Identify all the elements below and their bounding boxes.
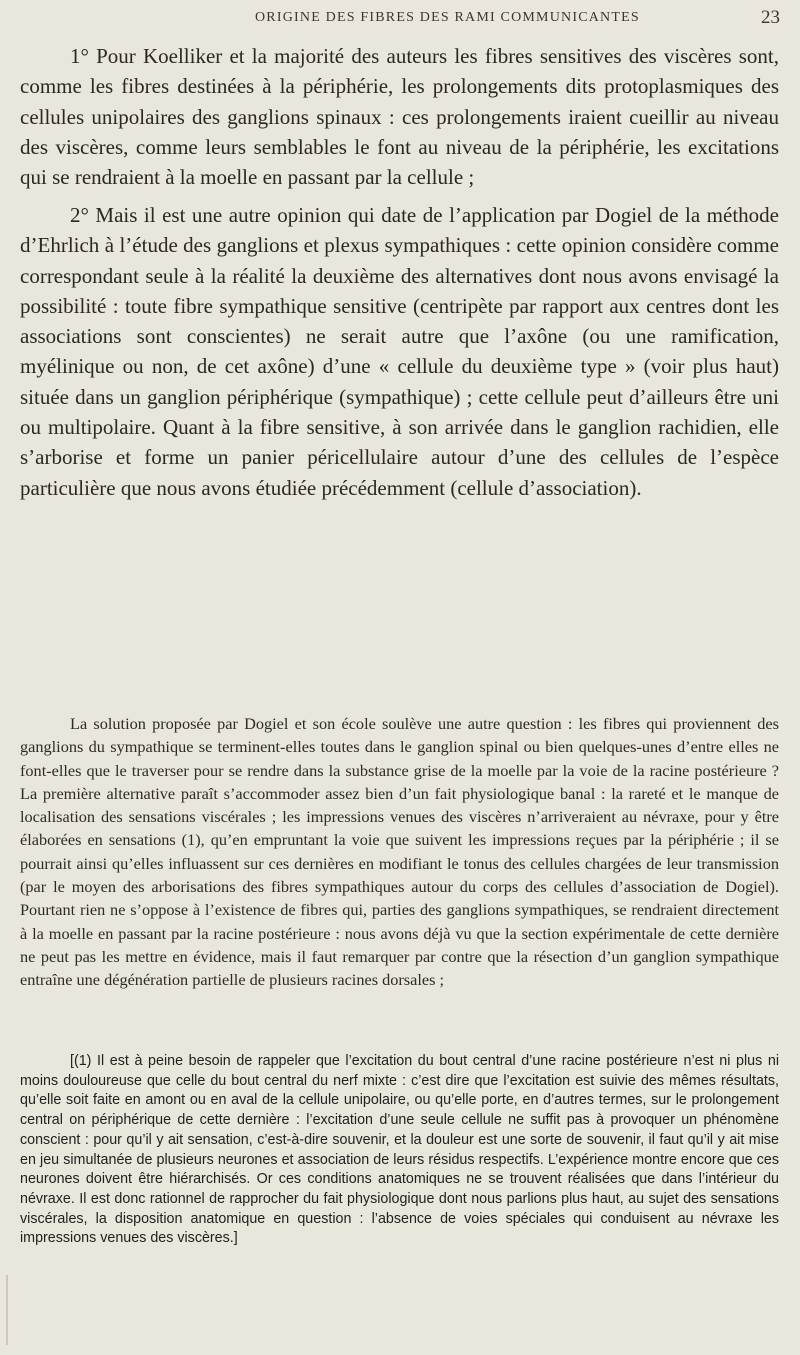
page-number: 23 <box>761 7 780 28</box>
paragraph-dogiel: 2° Mais il est une autre opinion qui date de l’application par Dogiel de la méthode d’Ehrlich à l’étude des ganglions et plexus sympathiques : cette opinion considère comme correspondant seule à la réalité la deuxième des alternatives dont nous avons envisagé la possibilité : toute fibre sympathique sensitive (centripète par rapport aux centres dont les associations sont conscientes) ne serait autre que l’axône (ou une ramification, myélinique ou non, de cet axône) d’une « cellule du deuxième type » (voir plus haut) située dans un ganglion périphérique (sympathique) ; cette cellule peut d’ailleurs être uni ou multipolaire. Quant à la fibre sensitive, à son arrivée dans le ganglion rachidien, elle s’arborise et forme un panier péricellulaire autour d’une des cellules de l’espèce particulière que nous avons étudiée précédemment (cellule d’association). <box>20 203 779 500</box>
paragraph-solution: La solution proposée par Dogiel et son école soulève une autre question : les fibres qui proviennent des ganglions du sympathique se terminent-elles toutes dans le ganglion spinal ou bien quelques-unes d’entre elles ne font-elles que le traverser pour se rendre dans la substance grise de la moelle par la voie de la racine postérieure ? La première alternative paraît s’accommoder assez bien d’un fait physiologique banal : la rareté et le manque de localisation des sensations viscérales ; les impressions venues des viscères n’arriveraient au névraxe, pour y être élaborées en sensations (1), qu’en empruntant la voie que suivent les impressions reçues par la périphérie ; il se pourrait ainsi qu’elles influassent sur ces dernières en modifiant le tonus des cellules chargées de leur transmission (par le moyen des arborisations des fibres sympathiques autour du corps des cellules d’association de Dogiel). Pourtant rien ne s’oppose à l’existence de fibres qui, parties des ganglions sympathiques, se rendraient directement à la moelle en passant par la racine postérieure : nous avons déjà vu que la section expérimentale de cette dernière ne peut pas les mettre en évidence, mais il faut remarquer par contre que la résection d’un ganglion sympathique entraîne une dégénération partielle de plusieurs racines dorsales ; <box>20 714 779 990</box>
footnote: [(1) Il est à peine besoin de rappeler que l’excitation du bout central d’une racine postérieure n’est ni plus ni moins douloureuse que celle du bout central du nerf mixte : c’est dire que l’excitation est suivie des mêmes résultats, qu’elle soit faite en amont ou en aval de la cellule unipolaire, ou qu’elle porte, en d’autres termes, sur le prolongement central on périphérique de cette dernière : l’excitation d’une seule cellule ne suffit pas à provoquer un phénomène conscient : pour qu’il y ait sensation, c’est-à-dire souvenir, et la douleur est une sorte de souvenir, il faut qu’il y ait mise en jeu simultanée de plusieurs neurones et association de leurs résidus respectifs. L’expérience montre encore que ces neurones doivent être hiérarchisés. Or ces conditions anatomiques ne se trouvent réalisées que dans l’intérieur du névraxe. Il est donc rationnel de rapprocher du fait physiologique dont nous parlions plus haut, au sujet des sensations viscérales, la disposition anatomique en question : l’absence de voies spéciales qui conduisent au névraxe les impressions venues des viscères.] <box>20 1053 779 1247</box>
paragraph-koelliker: 1° Pour Koelliker et la majorité des auteurs les fibres sensitives des viscères sont, comme les fibres destinées à la périphérie, les prolongements dits protoplasmiques des cellules unipolaires des ganglions spinaux : ces prolongements iraient cueillir au niveau des viscères, comme leurs semblables le font au niveau de la périphérie, les excitations qui se rendraient à la moelle en passant par la cellule ; <box>20 44 779 190</box>
running-head <box>0 7 800 33</box>
margin-mark <box>6 1275 8 1345</box>
running-title: ORIGINE DES FIBRES DES RAMI COMMUNICANTES <box>255 10 640 25</box>
